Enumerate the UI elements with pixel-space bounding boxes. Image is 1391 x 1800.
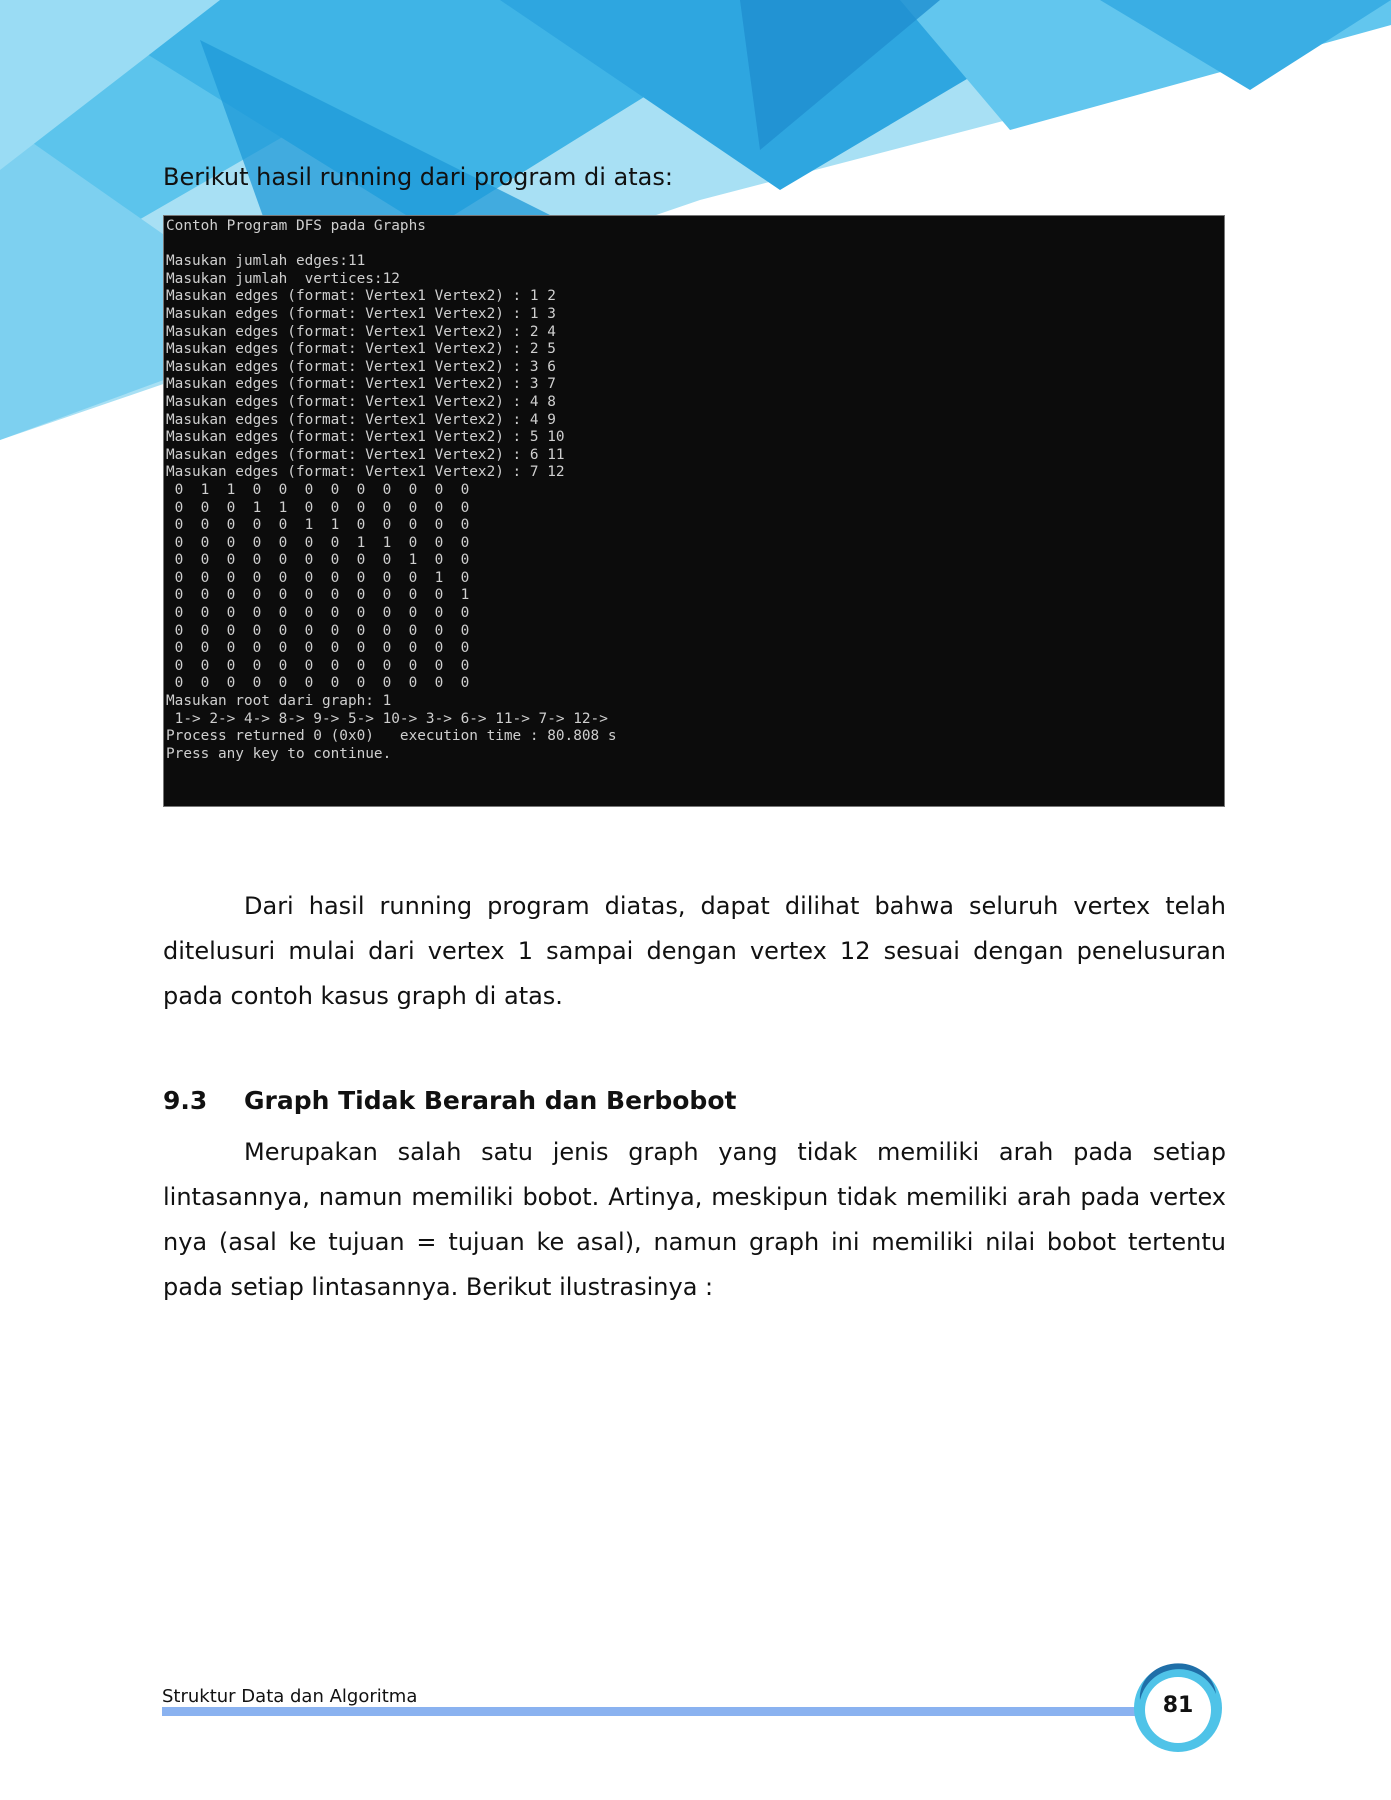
console-line: Contoh Program DFS pada Graphs xyxy=(166,218,426,234)
console-line: 0 0 0 0 0 0 0 0 0 0 0 1 xyxy=(174,587,470,604)
intro-text: Berikut hasil running dari program di atas: xyxy=(163,163,673,191)
console-line: 0 0 0 1 1 0 0 0 0 0 0 0 xyxy=(174,499,470,516)
section-heading xyxy=(163,1086,736,1115)
page-number: 81 xyxy=(1162,1693,1194,1718)
console-output xyxy=(164,216,1224,763)
console-line: Masukan edges (format: Vertex1 Vertex2) : 3 7 xyxy=(166,376,556,393)
console-line: Masukan edges (format: Vertex1 Vertex2) : 1 2 xyxy=(166,288,556,305)
console-line: 1-> 2-> 4-> 8-> 9-> 5-> 10-> 3-> 6-> 11-> 7-> 12-> xyxy=(174,710,608,727)
console-line: Masukan edges (format: Vertex1 Vertex2) : 7 12 xyxy=(166,464,565,481)
console-line: Masukan jumlah vertices:12 xyxy=(166,270,400,287)
paragraph-result: Dari hasil running program diatas, dapat dilihat bahwa seluruh vertex telah ditelusuri mulai dari vertex 1 sampai dengan vertex 12 sesuai dengan penelusuran pada contoh kasus graph di atas. xyxy=(163,892,1226,1010)
footer-book-title: Struktur Data dan Algoritma xyxy=(162,1686,418,1707)
console-line: 0 1 1 0 0 0 0 0 0 0 0 0 xyxy=(174,481,470,498)
console-line: 0 0 0 0 0 0 0 0 0 1 0 0 xyxy=(174,552,470,569)
console-line: Masukan jumlah edges:11 xyxy=(166,253,366,270)
console-line: Masukan edges (format: Vertex1 Vertex2) : 2 4 xyxy=(166,323,556,340)
console-line: Masukan edges (format: Vertex1 Vertex2) : 6 11 xyxy=(166,446,565,463)
console-line: Masukan edges (format: Vertex1 Vertex2) : 4 8 xyxy=(166,393,556,410)
section-number: 9.3 xyxy=(163,1086,208,1115)
console-line: 0 0 0 0 0 0 0 0 0 0 0 0 xyxy=(174,622,470,639)
console-line: 0 0 0 0 0 0 0 0 0 0 0 0 xyxy=(174,640,470,657)
console-line: 0 0 0 0 0 0 0 0 0 0 1 0 xyxy=(174,569,470,586)
console-line: Process returned 0 (0x0) execution time : 80.808 s xyxy=(166,728,617,745)
console-line: Masukan edges (format: Vertex1 Vertex2) : 3 6 xyxy=(166,358,556,375)
console-screenshot xyxy=(163,215,1225,807)
console-line: 0 0 0 0 0 0 0 1 1 0 0 0 xyxy=(174,534,470,551)
console-line: 0 0 0 0 0 1 1 0 0 0 0 0 xyxy=(174,517,470,534)
console-line: Masukan edges (format: Vertex1 Vertex2) : 5 10 xyxy=(166,429,565,446)
console-line: Press any key to continue. xyxy=(166,745,392,762)
console-line: Masukan edges (format: Vertex1 Vertex2) : 2 5 xyxy=(166,341,556,358)
footer-rule xyxy=(162,1707,1162,1716)
console-line: Masukan edges (format: Vertex1 Vertex2) : 4 9 xyxy=(166,411,556,428)
paragraph-definition: Merupakan salah satu jenis graph yang tidak memiliki arah pada setiap lintasannya, namun memiliki bobot. Artinya, meskipun tidak memiliki arah pada vertex nya (asal ke tujuan = tujuan ke asal), namun graph ini memiliki nilai bobot tertentu pada setiap lintasannya. Berikut ilustrasinya : xyxy=(163,1138,1226,1301)
console-line: Masukan root dari graph: 1 xyxy=(166,693,392,710)
console-line: 0 0 0 0 0 0 0 0 0 0 0 0 xyxy=(174,675,470,692)
console-line: Masukan edges (format: Vertex1 Vertex2) : 1 3 xyxy=(166,305,556,322)
section-title: Graph Tidak Berarah dan Berbobot xyxy=(244,1086,737,1115)
console-line: 0 0 0 0 0 0 0 0 0 0 0 0 xyxy=(174,605,470,622)
console-line: 0 0 0 0 0 0 0 0 0 0 0 0 xyxy=(174,657,470,674)
